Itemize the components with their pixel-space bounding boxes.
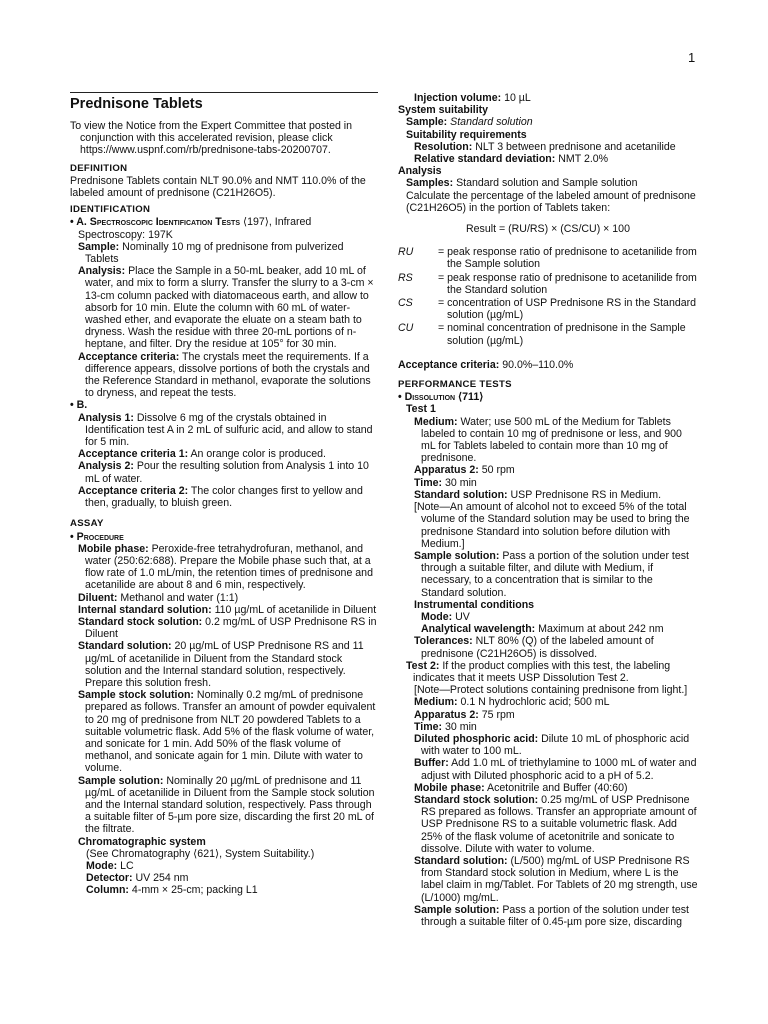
t1-tolerances: Tolerances: NLT 80% (Q) of the labeled amount of prednisone (C21H26O5) is dissolved. xyxy=(414,635,654,660)
assay-definitions xyxy=(398,246,698,347)
assay-formula: Result = (RU/RS) × (CS/CU) × 100 xyxy=(466,223,630,236)
t2-mobile-phase: Mobile phase: Acetonitrile and Buffer (40:60) xyxy=(414,781,628,794)
t1-instrumental: Instrumental conditions xyxy=(414,598,535,611)
definition-row: RU = peak response ratio of prednisone to acetanilide from the Sample solution xyxy=(398,246,697,271)
ident-b-label: • B. xyxy=(70,399,88,412)
assay-internal-standard: Internal standard solution: 110 µg/mL of acetanilide in Diluent xyxy=(78,603,377,616)
notice-text: To view the Notice from the Expert Committee that posted in conjunction with this accelerated revision, please click https://www.uspnf.com/rb/prednisone-tabs-20200707. xyxy=(70,120,353,157)
assay-heading: ASSAY xyxy=(70,518,104,530)
ident-b-acceptance2: Acceptance criteria 2: The color changes first to yellow and then, gradually, to bluish green. xyxy=(78,484,363,510)
assay-sample-solution: Sample solution: Nominally 20 µg/mL of prednisone and 11 µg/mL of acetanilide in Diluent from the Sample stock solution and the Internal standard solution, respectively. Pass through a suitable filter of 5-µm pore size, discarding the first 20 mL of the filtrate. xyxy=(78,774,375,836)
t1-standard: Standard solution: USP Prednisone RS in Medium. xyxy=(414,488,662,501)
t1-wavelength: Analytical wavelength: Maximum at about 242 nm xyxy=(421,623,664,636)
assay-column: Column: 4-mm × 25-cm; packing L1 xyxy=(86,884,258,897)
definition-row: RS = peak response ratio of prednisone to acetanilide from the Standard solution xyxy=(398,271,697,296)
left-column xyxy=(70,92,378,897)
t2-sample-solution: Sample solution: Pass a portion of the solution under test through a suitable filter of 0.45-µm pore size, discarding xyxy=(414,903,689,928)
t1-time: Time: 30 min xyxy=(414,476,477,489)
assay-resolution: Resolution: NLT 3 between prednisone and acetanilide xyxy=(414,140,676,153)
assay-mode: Mode: LC xyxy=(86,859,134,872)
assay-injection-volume: Injection volume: 10 µL xyxy=(414,92,531,104)
t1-mode: Mode: UV xyxy=(421,610,470,623)
assay-chrom-ref: (See Chromatography ⟨621⟩, System Suitability.) xyxy=(86,847,315,860)
ident-a-label: • A. Spectroscopic Identification Tests xyxy=(70,216,240,229)
ident-b-acceptance1: Acceptance criteria 1: An orange color is produced. xyxy=(78,448,326,461)
assay-standard-stock: Standard stock solution: 0.2 mg/mL of USP Prednisone RS in Diluent xyxy=(78,615,377,641)
ident-a-heading xyxy=(70,216,378,240)
ident-a-ref: ⟨197⟩, Infrared Spectroscopy: 197K xyxy=(78,216,312,241)
assay-standard-solution: Standard solution: 20 µg/mL of USP Prednisone RS and 11 µg/mL of acetanilide in Diluent from the Standard stock solution and the Internal standard solution, respectively. Prepare this solution fresh. xyxy=(78,640,364,689)
assay-sample-stock: Sample stock solution: Nominally 0.2 mg/mL of prednisone prepared as follows. Transfer an amount of powder equivalent to 20 mg of prednisone from NLT 20 powdered Tablets to a suitable volumetric flask. Add 5% of the flask volume of water, and sonicate for 1 min. Add 50% of the flask volume of methanol, and sonicate again for 1 min. Dilute with water to volume. xyxy=(78,689,376,775)
assay-ss-sample: Sample: Standard solution xyxy=(406,116,533,129)
assay-mobile-phase: Mobile phase: Peroxide-free tetrahydrofuran, methanol, and water (250:62:688). Prepare the Mobile phase such that, at a flow rate of 1.0 mL/min, the retention times of prednisone and acetanilide are about 8 and 6 min, respectively. xyxy=(78,542,373,592)
t2-medium: Medium: 0.1 N hydrochloric acid; 500 mL xyxy=(414,696,610,709)
performance-heading: PERFORMANCE TESTS xyxy=(398,379,512,391)
t2-note: [Note—Protect solutions containing prednisone from light.] xyxy=(414,684,688,697)
ident-a-analysis: Analysis: Place the Sample in a 50-mL beaker, add 10 mL of water, and mix to form a slurry. Transfer the slurry to a 3-cm × 13-cm column packed with diatomaceous earth, and allow to absorb for 10 min. Elute the column with 60 mL of water-washed ether, and evaporate the eluate on a steam bath to dryness. Wash the residue with three 20-mL portions of n-heptane, and filter. Dry the residue at 105° for 30 min. xyxy=(78,265,374,351)
ident-a-acceptance: Acceptance criteria: The crystals meet the requirements. If a difference appears, dissolve portions of both the crystals and the Reference Standard in methanol, evaporate the solutions to dryness, and repeat the tests. xyxy=(78,350,371,400)
page-number: 1 xyxy=(688,50,696,65)
title-rule xyxy=(70,92,378,93)
assay-diluent: Diluent: Methanol and water (1:1) xyxy=(78,591,239,604)
page-title: Prednisone Tablets xyxy=(70,96,203,112)
definition-row: CU = nominal concentration of prednisone in the Sample solution (µg/mL) xyxy=(398,322,686,347)
assay-system-suitability: System suitability xyxy=(398,104,489,117)
ident-b-analysis2: Analysis 2: Pour the resulting solution from Analysis 1 into 10 mL of water. xyxy=(78,460,369,485)
definition-heading: DEFINITION xyxy=(70,162,128,174)
test2-intro: Test 2: If the product complies with this test, the labeling indicates that it meets USP Dissolution Test 2. xyxy=(406,659,671,684)
t1-note: [Note—An amount of alcohol not to exceed 5% of the total volume of the Standard solution may be used to bring the prednisone Standard into solution before dilution with Medium.] xyxy=(414,501,690,550)
assay-detector: Detector: UV 254 nm xyxy=(86,872,189,885)
assay-suitability-requirements: Suitability requirements xyxy=(406,128,527,141)
t2-standard-solution: Standard solution: (L/500) mg/mL of USP Prednisone RS from Standard stock solution in Medium, where L is the label claim in mg/Tablet. For Tablets of 20 mg strength, use (L/1000) mg/mL. xyxy=(414,854,698,904)
assay-samples: Samples: Standard solution and Sample solution xyxy=(406,177,638,190)
definition-text: Prednisone Tablets contain NLT 90.0% and NMT 110.0% of the labeled amount of prednisone (C21H26O5). xyxy=(70,174,366,200)
test1-heading: Test 1 xyxy=(406,403,436,416)
definition-row: CS = concentration of USP Prednisone RS in the Standard solution (µg/mL) xyxy=(398,297,697,322)
assay-chromatographic-system: Chromatographic system xyxy=(78,835,206,848)
assay-procedure: • Procedure xyxy=(70,530,124,543)
identification-heading: IDENTIFICATION xyxy=(70,204,151,216)
t2-apparatus: Apparatus 2: 75 rpm xyxy=(414,708,515,721)
t1-apparatus: Apparatus 2: 50 rpm xyxy=(414,464,515,477)
t2-standard-stock: Standard stock solution: 0.25 mg/mL of USP Prednisone RS prepared as follows. Transfer an appropriate amount of USP Prednisone RS to a suitable volumetric flask. Add 25% of the flask volume of acetonitrile and sonicate to dissolve. Dilute with water to volume. xyxy=(414,793,697,855)
assay-rsd: Relative standard deviation: NMT 2.0% xyxy=(414,153,609,166)
t1-medium: Medium: Water; use 500 mL of the Medium for Tablets labeled to contain 10 mg of prednisone or less, and 900 mL for Tablets labeled to contain more than 10 mg of prednisone. xyxy=(414,415,682,465)
assay-calculate: Calculate the percentage of the labeled amount of prednisone (C21H26O5) in the portion of Tablets taken: xyxy=(406,189,696,214)
t2-time: Time: 30 min xyxy=(414,720,477,733)
assay-analysis: Analysis xyxy=(398,165,442,178)
right-column xyxy=(398,92,698,928)
ident-a-sample: Sample: Nominally 10 mg of prednisone from pulverized Tablets xyxy=(78,240,344,266)
ident-b-analysis1: Analysis 1: Dissolve 6 mg of the crystals obtained in Identification test A in 2 mL of sulfuric acid, and allow to stand for 5 min. xyxy=(78,411,373,449)
t1-sample: Sample solution: Pass a portion of the solution under test through a suitable filter, and dilute with Medium, if necessary, to a concentration that is similar to the Standard solution. xyxy=(414,549,689,599)
assay-acceptance: Acceptance criteria: 90.0%–110.0% xyxy=(398,358,574,371)
t2-buffer: Buffer: Add 1.0 mL of triethylamine to 1000 mL of water and adjust with Diluted phosphoric acid to a pH of 5.2. xyxy=(414,757,697,782)
performance-dissolution: • Dissolution ⟨711⟩ xyxy=(398,391,484,404)
t2-dil-acid: Diluted phosphoric acid: Dilute 10 mL of phosphoric acid with water to 100 mL. xyxy=(414,732,690,758)
